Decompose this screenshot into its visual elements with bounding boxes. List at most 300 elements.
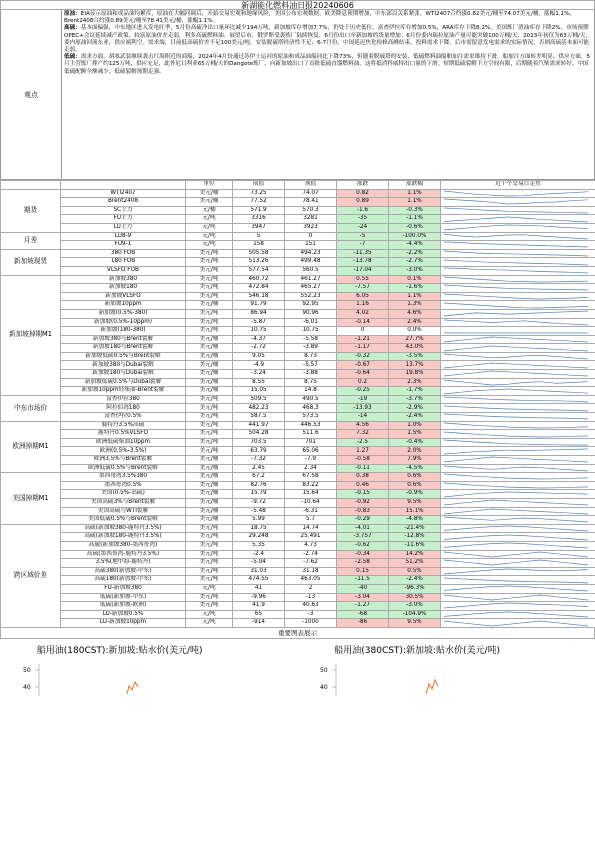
cell-prev: 31.03 <box>233 567 285 576</box>
header-group <box>1 181 61 190</box>
cell-trend <box>441 284 595 293</box>
sparkline-path <box>444 285 588 290</box>
sparkline <box>441 345 591 352</box>
cell-unit: 美元/桶 <box>186 361 233 370</box>
header-trend: 近十个交易日走势 <box>441 181 595 190</box>
cell-trend <box>441 189 595 198</box>
table-row <box>1 464 595 473</box>
cell-pct: -2.4% <box>389 576 441 585</box>
cell-prev: -4.37 <box>233 335 285 344</box>
cell-name: 美国低硫0.5%与Brent裂解 <box>61 516 186 525</box>
cell-unit: 元/吨 <box>186 223 233 232</box>
cell-chg: -3.04 <box>337 593 389 602</box>
views-high-sulfur-head: 高硫： <box>64 25 81 32</box>
table-row <box>1 249 595 258</box>
cell-name: 新加坡(180-380) <box>61 327 186 336</box>
cell-curr: 463.05 <box>285 576 337 585</box>
cell-pct: -21.4% <box>389 524 441 533</box>
cell-unit: 美元/吨 <box>186 249 233 258</box>
table-row <box>1 524 595 533</box>
sparkline <box>441 362 591 369</box>
cell-trend <box>441 241 595 250</box>
sparkline-path <box>444 371 588 376</box>
group-label: 中东市场价 <box>1 395 61 421</box>
cell-name: FU主力 <box>61 215 186 224</box>
cell-trend <box>441 559 595 568</box>
table-row <box>1 223 595 232</box>
cell-curr: 14.74 <box>285 524 337 533</box>
cell-curr: 10.75 <box>285 327 337 336</box>
cell-curr: -2.74 <box>285 550 337 559</box>
cell-pct: -2.7% <box>389 258 441 267</box>
cell-name: 富查伊拉0.5% <box>61 413 186 422</box>
sparkline-path <box>444 517 588 522</box>
cell-curr: -6.31 <box>285 507 337 516</box>
cell-name: 新加坡(0.5%-10ppm) <box>61 318 186 327</box>
cell-unit: 美元/吨 <box>186 550 233 559</box>
table-row <box>1 541 595 550</box>
cell-unit: 美元/吨 <box>186 275 233 284</box>
group-label: 期货 <box>1 189 61 232</box>
sparkline <box>441 465 591 472</box>
cell-prev: 577.54 <box>233 266 285 275</box>
sparkline-path <box>444 432 588 437</box>
cell-name: Brent2408 <box>61 198 186 207</box>
sparkline-path <box>444 423 588 428</box>
cell-trend <box>441 335 595 344</box>
cell-name: 新加坡低硫0.5%与Dubai裂解 <box>61 378 186 387</box>
cell-pct: 2.4% <box>389 318 441 327</box>
cell-unit: 美元/吨 <box>186 533 233 542</box>
sparkline <box>441 276 591 283</box>
sparkline <box>441 293 591 300</box>
cell-pct: 30.5% <box>389 593 441 602</box>
cell-pct: -1.7% <box>389 387 441 396</box>
cell-name: 高硫(新加坡380-墨西哥湾) <box>61 541 186 550</box>
cell-prev: 65 <box>233 610 285 619</box>
cell-name: 180 FOB <box>61 258 186 267</box>
cell-unit: 美元/桶 <box>186 352 233 361</box>
views-crude-body: EIA显示原油和成品油均累库，原油在大幅回调后，开始交易宏观和地缘风险，美国公布宏观数据，欧美降息预期增加，中东部以关系紧张。WTI2407合约涨0.82美元/桶至74.07美元/桶，涨幅1.1%，Brent2408合约涨0.89美元/桶至78.41美元/桶，涨幅1.1%。 <box>64 11 576 25</box>
cell-pct: -3.5% <box>389 352 441 361</box>
cell-trend <box>441 292 595 301</box>
cell-unit: 美元/桶 <box>186 344 233 353</box>
sparkline <box>441 405 591 412</box>
table-row <box>1 576 595 585</box>
cell-prev: -5.48 <box>233 507 285 516</box>
cell-chg: -1.17 <box>337 344 389 353</box>
cell-trend <box>441 430 595 439</box>
cell-pct: 9.5% <box>389 498 441 507</box>
cell-name: SC主力 <box>61 206 186 215</box>
cell-chg: 7.32 <box>337 430 389 439</box>
table-row <box>1 481 595 490</box>
sparkline <box>441 534 591 541</box>
cell-chg: 0.46 <box>337 481 389 490</box>
cell-name: LU8-9 <box>61 232 186 241</box>
sparkline <box>441 568 591 575</box>
cell-curr: -5.58 <box>285 335 337 344</box>
chart-180cst-tick-40: 40 <box>22 683 31 691</box>
cell-prev: 41 <box>233 584 285 593</box>
cell-name: 美国(0.5%-高硫) <box>61 490 186 499</box>
table-row <box>1 533 595 542</box>
cell-name: 富查伊拉380 <box>61 395 186 404</box>
cell-prev: 5.35 <box>233 541 285 550</box>
table-row <box>1 490 595 499</box>
table-row <box>1 498 595 507</box>
sparkline <box>441 284 591 291</box>
cell-name: 墨西哥湾3.5%380 <box>61 473 186 482</box>
cell-trend <box>441 395 595 404</box>
table-row <box>1 456 595 465</box>
cell-trend <box>441 352 595 361</box>
cell-chg: -7.57 <box>337 284 389 293</box>
cell-curr: 468.3 <box>285 404 337 413</box>
sparkline <box>441 190 591 197</box>
cell-trend <box>441 507 595 516</box>
cell-name: LU-新加坡0.5% <box>61 610 186 619</box>
sparkline-path <box>444 474 588 479</box>
sparkline-path <box>444 234 588 239</box>
sparkline-path <box>444 483 588 488</box>
sparkline <box>441 353 591 360</box>
cell-prev: 482.23 <box>233 404 285 413</box>
cell-name: 新加坡180与Brent裂解 <box>61 344 186 353</box>
sparkline-path <box>444 251 588 256</box>
cell-trend <box>441 567 595 576</box>
group-label: 新加坡掉期M1 <box>1 275 61 395</box>
cell-chg: -0.14 <box>337 318 389 327</box>
table-row <box>1 378 595 387</box>
sparkline-path <box>444 406 588 411</box>
cell-chg: -0.83 <box>337 507 389 516</box>
chart-180cst <box>9 643 289 696</box>
cell-unit: 美元/吨 <box>186 559 233 568</box>
cell-chg: -0.67 <box>337 361 389 370</box>
sparkline <box>441 508 591 515</box>
cell-chg: 4.02 <box>337 309 389 318</box>
sparkline-path <box>444 191 588 196</box>
cell-curr: 552.23 <box>285 292 337 301</box>
sparkline-path <box>444 603 588 608</box>
chart-380cst-title: 船用油(380CST):新加坡:贴水价(美元/吨) <box>334 645 501 656</box>
table-row <box>1 602 595 611</box>
table-row <box>1 232 595 241</box>
sparkline <box>441 439 591 446</box>
cell-pct: 9.5% <box>389 619 441 628</box>
cell-chg: -0.62 <box>337 541 389 550</box>
cell-curr: 83.22 <box>285 481 337 490</box>
cell-unit: 美元/吨 <box>186 327 233 336</box>
cell-name: 鹿特丹0.5%VLSFO <box>61 430 186 439</box>
cell-pct: 1.0% <box>389 421 441 430</box>
cell-name: 美国高硫3%与Brent裂解 <box>61 498 186 507</box>
cell-chg: -13.93 <box>337 404 389 413</box>
sparkline-path <box>444 621 588 626</box>
sparkline-path <box>444 199 588 204</box>
sparkline <box>441 422 591 429</box>
cell-chg: 0.55 <box>337 275 389 284</box>
sparkline <box>441 250 591 257</box>
cell-name: 美国高硫与WTI裂解 <box>61 507 186 516</box>
cell-trend <box>441 619 595 628</box>
table-row <box>1 309 595 318</box>
sparkline <box>441 319 591 326</box>
cell-trend <box>441 198 595 207</box>
sparkline-path <box>444 526 588 531</box>
views-crude-head: 原油： <box>64 11 81 17</box>
cell-name: 新加坡(0.5%-380) <box>61 309 186 318</box>
cell-pct: -11.6% <box>389 541 441 550</box>
cell-chg: -0.32 <box>337 352 389 361</box>
views-low-sulfur-head: 低硫： <box>64 54 81 61</box>
cell-prev: 91.79 <box>233 301 285 310</box>
cell-curr: -6.01 <box>285 318 337 327</box>
cell-prev: 441.97 <box>233 421 285 430</box>
cell-chg: 4.56 <box>337 421 389 430</box>
cell-chg: -0.34 <box>337 550 389 559</box>
cell-unit: 美元/桶 <box>186 507 233 516</box>
cell-trend <box>441 223 595 232</box>
sparkline-path <box>444 492 588 497</box>
cell-prev: 3947 <box>233 223 285 232</box>
sparkline <box>441 233 591 240</box>
cell-chg: -2.58 <box>337 559 389 568</box>
cell-unit: 美元/吨 <box>186 541 233 550</box>
header-name <box>61 181 186 190</box>
sparkline-path <box>444 277 588 282</box>
cell-prev: 5 <box>233 232 285 241</box>
cell-prev: 571.9 <box>233 206 285 215</box>
cell-prev: 587.5 <box>233 413 285 422</box>
cell-name: VLSFO FOB <box>61 266 186 275</box>
cell-name: 高硫180(新加坡-中东) <box>61 576 186 585</box>
header-pct: 涨跌幅 <box>389 181 441 190</box>
cell-chg: -17.04 <box>337 266 389 275</box>
cell-name: 低硫(新加坡-中东) <box>61 593 186 602</box>
sparkline <box>441 370 591 377</box>
cell-unit: 美元/桶 <box>186 473 233 482</box>
cell-prev: 505.58 <box>233 249 285 258</box>
cell-pct: -2.4% <box>389 413 441 422</box>
cell-pct: 0.0% <box>389 327 441 336</box>
sparkline-path <box>444 509 588 514</box>
cell-name: 阿拉伯湾180 <box>61 404 186 413</box>
cell-trend <box>441 498 595 507</box>
cell-curr: 465.27 <box>285 284 337 293</box>
cell-unit: 美元/吨 <box>186 258 233 267</box>
cell-curr: 2.34 <box>285 464 337 473</box>
table-row <box>1 327 595 336</box>
cell-pct: 0.5% <box>389 567 441 576</box>
table-row <box>1 284 595 293</box>
cell-pct: 13.7% <box>389 361 441 370</box>
table-row <box>1 335 595 344</box>
cell-name: 低硫(新加坡-欧洲) <box>61 602 186 611</box>
sparkline-path <box>444 389 588 394</box>
cell-pct: 2.3% <box>389 378 441 387</box>
cell-curr: 78.41 <box>285 198 337 207</box>
sparkline <box>441 224 591 231</box>
cell-chg: -68 <box>337 610 389 619</box>
cell-curr: 40.63 <box>285 602 337 611</box>
cell-name: 高硫380(新加坡-中东) <box>61 567 186 576</box>
cell-chg: 0.15 <box>337 567 389 576</box>
cell-prev: 15.05 <box>233 387 285 396</box>
table-row <box>1 507 595 516</box>
cell-curr: 25.491 <box>285 533 337 542</box>
cell-unit: 元/吨 <box>186 584 233 593</box>
sparkline-path <box>444 414 588 419</box>
cell-unit: 美元/桶 <box>186 516 233 525</box>
cell-prev: 158 <box>233 241 285 250</box>
table-row <box>1 352 595 361</box>
header-chg: 涨跌 <box>337 181 389 190</box>
cell-curr: 67.58 <box>285 473 337 482</box>
table-row <box>1 516 595 525</box>
cell-pct: -12.8% <box>389 533 441 542</box>
cell-unit: 美元/吨 <box>186 576 233 585</box>
group-label: 新加坡现货 <box>1 249 61 275</box>
table-row <box>1 318 595 327</box>
cell-unit: 美元/桶 <box>186 335 233 344</box>
cell-trend <box>441 387 595 396</box>
cell-unit: 美元/吨 <box>186 447 233 456</box>
views-text <box>62 10 594 179</box>
cell-prev: -4.9 <box>233 361 285 370</box>
cell-pct: 1.5% <box>389 430 441 439</box>
views-high-sulfur <box>64 25 592 54</box>
cell-pct: -0.4% <box>389 438 441 447</box>
cell-chg: 1.16 <box>337 301 389 310</box>
cell-name: 欧洲3.5%与Brent裂解 <box>61 456 186 465</box>
cell-curr: 2 <box>285 584 337 593</box>
sparkline-path <box>444 311 588 316</box>
sparkline <box>441 241 591 248</box>
cell-curr: 8.73 <box>285 352 337 361</box>
cell-trend <box>441 464 595 473</box>
table-row <box>1 395 595 404</box>
cell-prev: 82.76 <box>233 481 285 490</box>
cell-unit: 美元/吨 <box>186 602 233 611</box>
cell-chg: -0.58 <box>337 456 389 465</box>
cell-curr: 3281 <box>285 215 337 224</box>
cell-chg: -0.11 <box>337 464 389 473</box>
cell-chg: -24 <box>337 223 389 232</box>
cell-trend <box>441 206 595 215</box>
cell-name: 3.5%(地中海-鹿特丹) <box>61 559 186 568</box>
cell-prev: 63.79 <box>233 447 285 456</box>
sparkline <box>441 327 591 334</box>
cell-prev: -2.4 <box>233 550 285 559</box>
cell-name: 高硫(新加坡180-鹿特丹3.5%) <box>61 533 186 542</box>
table-row <box>1 610 595 619</box>
cell-name: 新加坡低硫0.5%与Brent裂解 <box>61 352 186 361</box>
cell-name: FU-新加坡380 <box>61 584 186 593</box>
cell-pct: 7.9% <box>389 456 441 465</box>
cell-pct: 1.1% <box>389 189 441 198</box>
cell-unit: 美元/桶 <box>186 498 233 507</box>
sparkline-path <box>444 578 588 583</box>
table-row <box>1 559 595 568</box>
sparkline-path <box>444 397 588 402</box>
table-row <box>1 404 595 413</box>
cell-pct: 15.1% <box>389 507 441 516</box>
cell-curr: 14.8 <box>285 387 337 396</box>
cell-trend <box>441 447 595 456</box>
cell-curr: 570.3 <box>285 206 337 215</box>
cell-prev: 67.2 <box>233 473 285 482</box>
cell-chg: -11.5 <box>337 576 389 585</box>
cell-prev: 18.75 <box>233 524 285 533</box>
cell-prev: 703.5 <box>233 438 285 447</box>
cell-trend <box>441 516 595 525</box>
cell-trend <box>441 524 595 533</box>
sparkline <box>441 302 591 309</box>
cell-chg: -1.27 <box>337 602 389 611</box>
cell-curr: 15.64 <box>285 490 337 499</box>
cell-trend <box>441 533 595 542</box>
cell-prev: 15.79 <box>233 490 285 499</box>
cell-chg: 1.27 <box>337 447 389 456</box>
cell-pct: -4.8% <box>389 516 441 525</box>
chart-380cst <box>306 643 586 696</box>
cell-pct: -96.3% <box>389 584 441 593</box>
sparkline-path <box>444 294 588 299</box>
cell-pct: -1.6% <box>389 284 441 293</box>
cell-pct: 4.6% <box>389 309 441 318</box>
sparkline <box>441 310 591 317</box>
cell-trend <box>441 576 595 585</box>
cell-chg: -13.78 <box>337 258 389 267</box>
cell-chg: -4.01 <box>337 524 389 533</box>
group-label: 美国掉期M1 <box>1 473 61 525</box>
cell-pct: 51.2% <box>389 559 441 568</box>
cell-unit: 美元/桶 <box>186 456 233 465</box>
table-row <box>1 344 595 353</box>
cell-unit: 美元/桶 <box>186 370 233 379</box>
cell-prev: -9.72 <box>233 498 285 507</box>
cell-unit: 美元/桶 <box>186 198 233 207</box>
cell-prev: 504.28 <box>233 430 285 439</box>
cell-curr: 65.06 <box>285 447 337 456</box>
table-row <box>1 206 595 215</box>
sparkline-path <box>444 595 588 600</box>
cell-prev: 472.84 <box>233 284 285 293</box>
sparkline <box>441 482 591 489</box>
header-prev: 前值 <box>233 181 285 190</box>
cell-unit: 美元/吨 <box>186 404 233 413</box>
cell-name: 新加坡180与Dubai裂解 <box>61 370 186 379</box>
cell-pct: -1.1% <box>389 215 441 224</box>
cell-unit: 美元/吨 <box>186 395 233 404</box>
cell-curr: 0 <box>285 232 337 241</box>
cell-trend <box>441 378 595 387</box>
sparkline-path <box>444 354 588 359</box>
cell-pct: -4.5% <box>389 464 441 473</box>
views-low-sulfur <box>64 54 592 76</box>
sparkline <box>441 336 591 343</box>
cell-pct: 14.2% <box>389 550 441 559</box>
sparkline-path <box>444 242 588 247</box>
cell-name: 高硫(新加坡380-鹿特丹3.5%) <box>61 524 186 533</box>
sparkline <box>441 207 591 214</box>
cell-curr: 3923 <box>285 223 337 232</box>
cell-trend <box>441 550 595 559</box>
cell-trend <box>441 584 595 593</box>
sparkline-path <box>444 337 588 342</box>
